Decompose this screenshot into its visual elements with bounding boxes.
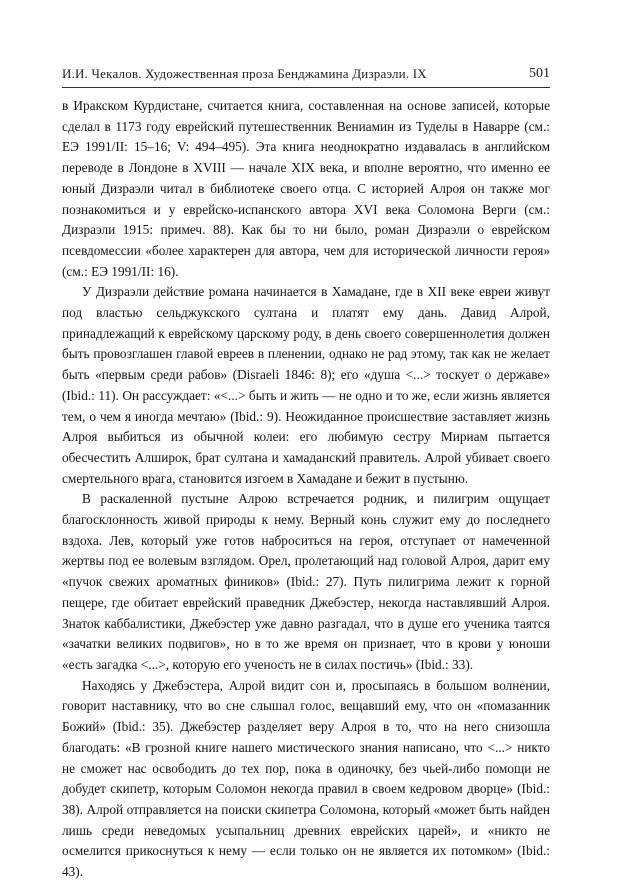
running-title: И.И. Чекалов. Художественная проза Бенджамина Дизраэли. IX [62, 66, 427, 81]
paragraph-1: в Иракском Курдистане, считается книга, составленная на основе записей, которые сделал в 1173 году еврейский путешественник Вениамин из Туделы в Наварре (см.: ЕЭ 1991/II: 15–16; V: 494–495). Эта книга неоднократно издавалась в английском переводе в Лондоне в XVIII — начале XIX века, и вполне вероятно, что именно ее юный Дизраэли читал в библиотеке своего отца. С историей Алроя он также мог познакомиться и у еврейско-испанского автора XVI века Соломона Верги (см.: Дизраэли 1915: примеч. 88). Как бы то ни было, роман Дизраэли о еврейском псевдомессии «более характерен для автора, чем для исторической личности героя» (см.: ЕЭ 1991/II: 16). [62, 98, 550, 279]
paragraph-4: Находясь у Джебэстера, Алрой видит сон и, просыпаясь в большом волнении, говорит наставнику, что во сне слышал голос, вещавший ему, что он «помазанник Божий» (Ibid.: 35). Джебэстер разделяет веру Алроя в то, что на него снизошла благодать: «В грозной книге нашего мистического знания написано, что <...> никто не сможет нас освободить до тех пор, пока в одиночку, без чьей-либо помощи не добудет скипетр, которым Соломон некогда правил в своем кедровом дворце» (Ibid.: 38). Алрой отправляется на поиски скипетра Соломона, который «может быть найден лишь среди неведомых усыпальниц древних еврейских царей», и «никто не осмелится прикоснуться к нему — если только он не является их потомком» (Ibid.: 43). [62, 677, 550, 880]
page-number: 501 [529, 66, 550, 81]
body-text [62, 96, 550, 883]
paragraph-2: У Дизраэли действие романа начинается в Хамадане, где в XII веке евреи живут под властью сельджукского султана и платят ему дань. Давид Алрой, принадлежащий к еврейскому царскому роду, в день своего совершеннолетия должен быть провозглашен главой евреев в пленении, однако не рад этому, так как не желает быть «первым среди рабов» (Disraeli 1846: 8); его «душа <...> тоскует о державе» (Ibid.: 11). Он рассуждает: «<...> быть и жить — не одно и то же, если жизнь является тем, о чем я иногда мечтаю» (Ibid.: 9). Неожиданное происшествие заставляет жизнь Алроя выбиться из обычной колеи: его любимую сестру Мириам пытается обесчестить Алширок, брат султана и хамаданский правитель. Алрой убивает своего смертельного врага, становится изгоем в Хамадане и бежит в пустыню. [62, 284, 550, 486]
paragraph-3: В раскаленной пустыне Алрою встречается родник, и пилигрим ощущает благосклонность живой природы к нему. Верный конь служит ему до последнего вздоха. Лев, который уже готов наброситься на героя, отступает от намеченной жертвы под ее волевым взглядом. Орел, пролетающий над головой Алроя, дарит ему «пучок свежих ароматных фиников» (Ibid.: 27). Путь пилигрима лежит к горной пещере, где обитает еврейский праведник Джебэстер, некогда наставлявший Алроя. Знаток каббалистики, Джебэстер уже давно разгадал, что в душе его ученика таятся «зачатки великих подвигов», но в то же время он признает, что в крови у юноши «есть загадка <...>, которую его ученость не в силах постичь» (Ibid.: 33). [62, 491, 550, 672]
running-head [62, 60, 550, 82]
header-rule [62, 87, 550, 88]
